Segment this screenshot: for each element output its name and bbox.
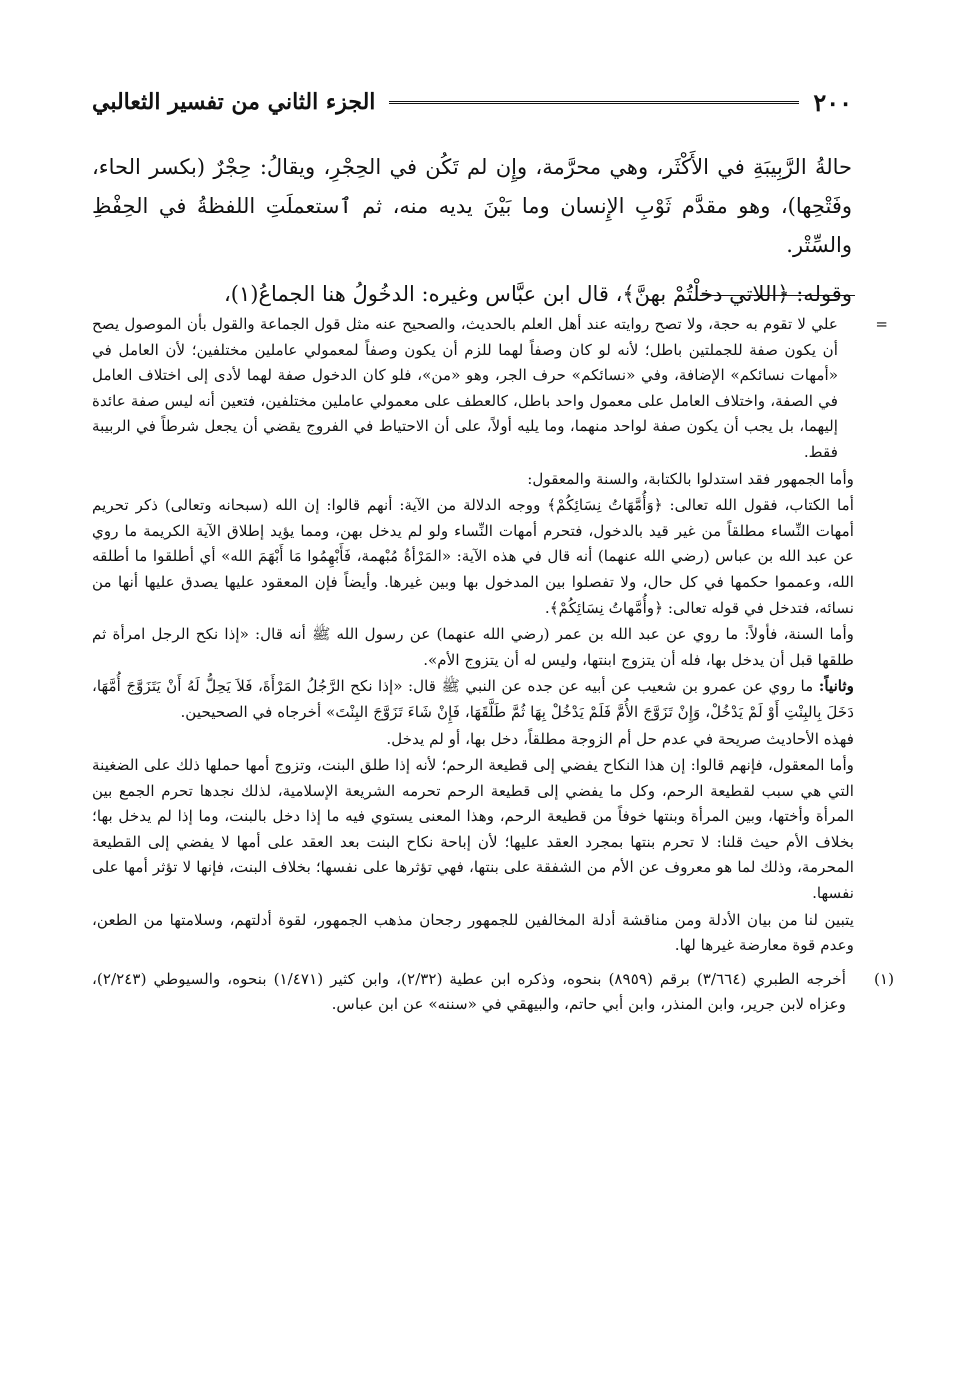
footnote-paragraph: ما روي عن عمرو بن شعيب عن أبيه عن جده عن النبي ﷺ قال: «إذا نكح الرَّجُلُ المَرْأَةَ، فَلاَ يَحِلُّ لَهُ أَنْ يَتَزَوَّجَ أُمَّهَا، دَخَلَ بِالبِنْتِ أَوْ لَمْ يَدْخُلْ، وَإِنْ تَزَوَّجَ الأُمَّ فَلَمْ يَدْخُلْ بِهَا ثُمَّ طَلَّقَهَا، فَإِنْ شَاءَ تَزَوَّجَ البِنْتَ» أخرجاه في الصحيحين. <box>92 677 854 721</box>
footnote-paragraph: وأما المعقول، فإنهم قالوا: إن هذا النكاح يفضي إلى قطيعة الرحم؛ لأنه إذا طلق البنت، وتزوج أمها حملها ذلك على الضغينة التي هي سبب لقطيعة الرحم، وكل ما يفضي إلى قطيعة الرحم تحرمه الشريعة الإسلامية، لذلك نجدها تحرم الجمع بين المرأة وأختها، وبين المرأة وبنتها خوفاً من قطيعة الرحم، وهذا المعنى يستوي فيه ما إذا دخل بالبنت، وما إذا لم يدخل بها؛ بخلاف الأم حيث قلنا: لا تحرم بنتها بمجرد العقد عليها؛ لأن إباحة نكاح البنت بعد العقد على أمها لا يفضي إلى القطيعة المحرمة، وذلك لما هو معروف عن الأم من الشفقة على بنتها، فهي تؤثرها على نفسها؛ بخلاف البنت، فإنها لا تؤثر أمها على نفسها. <box>92 756 854 903</box>
page-header <box>92 82 852 122</box>
footnote-paragraph: علي لا تقوم به حجة، ولا تصح روايته عند أهل العلم بالحديث، والصحيح عنه مثل قول الجماعة والقول بأن الموصول يصح أن يكون صفة للجملتين باطل؛ لأنه لو كان وصفاً لهما للزم أن يكون وصفاً لمعمولي عاملين مختلفين؛ لأن العامل في «أمهات نسائكم» الإضافة، وفي «نسائكم» حرف الجر، وهو «من»، فلو كان الدخول صفة لهما لأدى إلى اختلاف العامل في الصفة، واختلاف العامل على معمول واحد باطل، كالعطف على معمولي عاملين مختلفين، فتعين أنه ليس صفة عائدة إليهما، بل يجب أن يكون صفة لواحد منهما، وما يليه أولاً، على أن الاحتياط في الفروج يقضي أن يجعل شرطاً في الربيبة فقط. <box>92 315 838 461</box>
footnote-1 <box>92 967 894 1018</box>
header-rule <box>389 101 799 104</box>
footnote-continuation <box>92 312 888 466</box>
running-title: الجزء الثاني من تفسير الثعالبي <box>92 89 376 115</box>
main-paragraph-1: حالةُ الرَّبِيبَةِ في الأَكْثَر، وهي محرَّمة، وإِن لم تَكُن في الحِجْرِ، ويقالُ: حِجْرٌ (بكسر الحاء، وفَتْحِها)، وهو مقدَّم ثَوْبِ الإِنسان وما بَيْنَ يديه منه، ثم ٱستعملَتِ اللفظةُ في الحِفْظِ والسِّتْر. <box>92 155 852 257</box>
footnote-text: أخرجه الطبري (٣/٦٦٤) برقم (٨٩٥٩) بنحوه، وذكره ابن عطية (٢/٣٢)، وابن كثير (١/٤٧١) بنحوه، والسيوطي (٢/٢٤٣)، وعزاه لابن جرير، وابن المنذر، وابن أبي حاتم، والبيهقي في «سننه» عن ابن عباس. <box>92 969 846 1014</box>
footnote-paragraph: أما الكتاب، فقول الله تعالى: ﴿وَأُمَّهَاتُ نِسَائِكُمْ﴾ ووجه الدلالة من الآية: أنهم قالوا: إن الله (سبحانه وتعالى) ذكر تحريم أمهات النِّساء مطلقاً من غير قيد بالدخول، فتحرم أمهات النِّساء ولو لم يدخل بهن، ومما يؤيد إطلاق الآية الكريمة ما روي عن عبد الله بن عباس (رضي الله عنهما) أنه قال في هذه الآية: «المَرْأةُ مُبْهمة، فَأَبْهِمُوا مَا أَبْهَمَ الله» أي أطلقوا ما أطلقه الله، وعمموا حكمها في كل حال، ولا تفصلوا بين المدخول بها وبين غيرها. وأيضاً فإن المعقود عليها يصدق عليها أنها من نسائه، فتدخل في قوله تعالى: ﴿وأُمَّهاتُ نِسَائِكُمْ﴾. <box>92 496 854 617</box>
footnote-paragraph: فهذه الأحاديث صريحة في عدم حل أم الزوجة مطلقاً، دخل بها، أو لم يدخل. <box>386 729 854 748</box>
footnote-paragraph-second <box>92 674 854 725</box>
second-label: وثانياً: <box>818 677 854 696</box>
main-paragraph-2: وقوله: ﴿اللاتي دخلْتُمْ بهنَّ﴾، قال ابن عبَّاس وغيره: الدخُولُ هنا الجماعُ(١)، <box>224 282 852 306</box>
footnote-paragraph: وأما الجمهور فقد استدلوا بالكتابة، والسنة والمعقول: <box>527 469 854 488</box>
footnote-paragraph: يتبين لنا من بيان الأدلة ومن مناقشة أدلة المخالفين للجمهور رجحان مذهب الجمهور، لقوة أدلتهم، وسلامتها من الطعن، وعدم قوة معارضة غيرها لها. <box>92 910 854 955</box>
page-number: ٢٠٠ <box>813 87 852 117</box>
continuation-mark: = <box>875 315 888 333</box>
footnote-marker: (١) <box>873 969 894 988</box>
footnote-separator <box>700 295 855 296</box>
footnote-paragraph: وأما السنة، فأولاً: ما روي عن عبد الله بن عمر (رضي الله عنهما) عن رسول الله ﷺ أنه قال: «إذا نكح الرجل امرأة ثم طلقها قبل أن يدخل بها، فله أن يتزوج ابنتها، وليس له أن يتزوج الأم». <box>92 625 854 669</box>
footnotes <box>92 312 894 1019</box>
main-text <box>92 148 852 324</box>
